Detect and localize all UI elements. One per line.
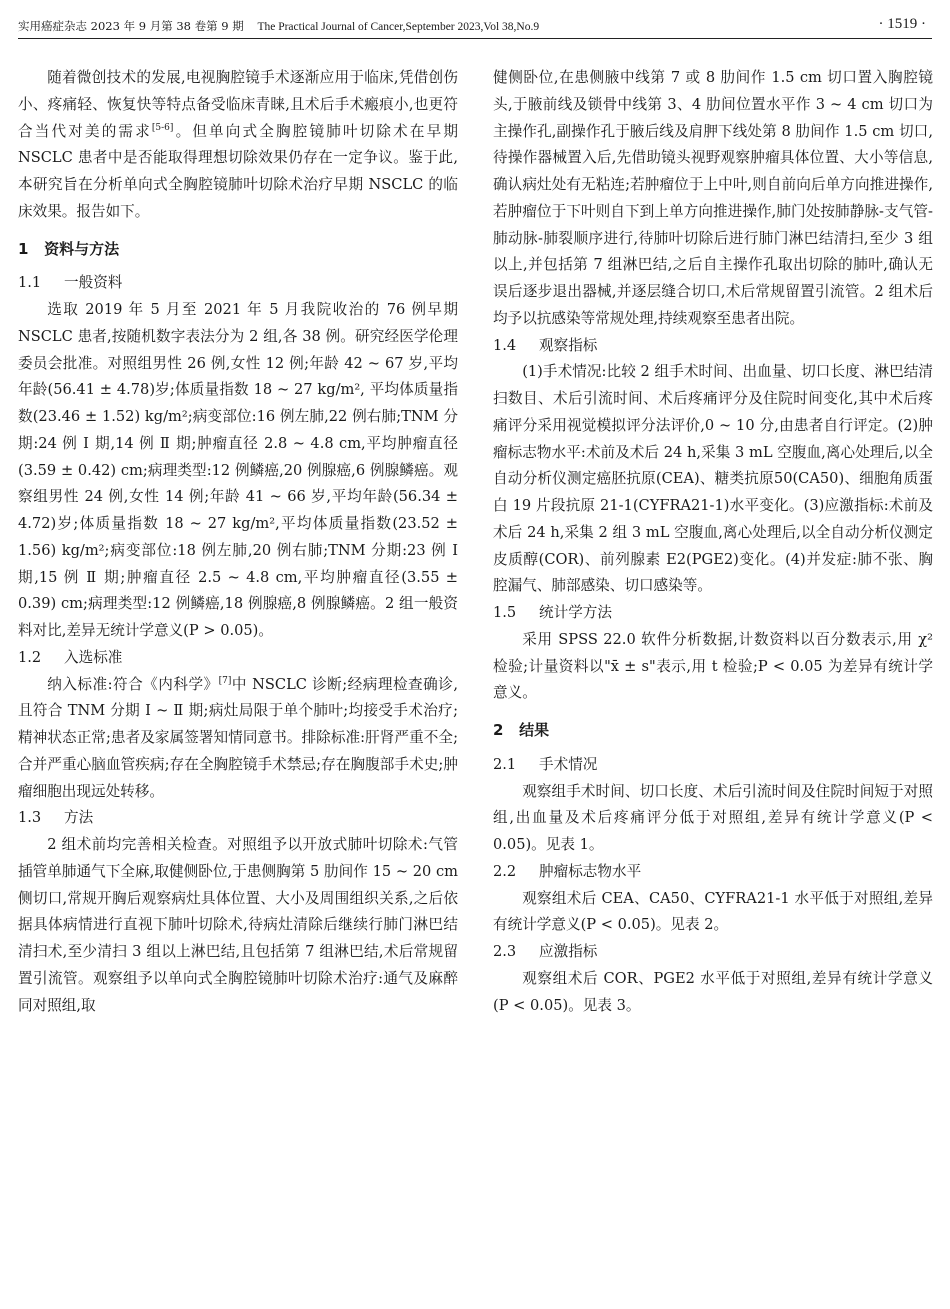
section-heading: 1 资料与方法 xyxy=(18,239,120,258)
subsection-heading: 2.2 肿瘤标志物水平 xyxy=(493,862,642,880)
journal-cn: 实用癌症杂志 2023 年 9 月第 38 卷第 9 期 xyxy=(18,19,244,33)
subsection-heading: 1.2 入选标准 xyxy=(18,648,123,666)
section-heading: 2 结果 xyxy=(493,721,550,739)
subsection-heading: 1.3 方法 xyxy=(18,809,94,827)
paragraph: 观察组手术时间、切口长度、术后引流时间及住院时间短于对照组,出血量及术后疼痛评分低于对照组,差异有统计学意义(P < 0.05)。见表 1。 xyxy=(493,782,933,853)
citation: [5-6] xyxy=(151,122,174,133)
left-column xyxy=(18,65,458,1019)
journal-en: The Practical Journal of Cancer,September 2023,Vol 38,No.9 xyxy=(257,21,540,33)
subsection-heading: 1.1 一般资料 xyxy=(18,274,123,292)
paragraph-continued: 健侧卧位,在患侧腋中线第 7 或 8 肋间作 1.5 cm 切口置入胸腔镜头,于腋前线及锁骨中线第 3、4 肋间位置水平作 3 ~ 4 cm 切口为主操作孔,副操作孔于腋后线及肩胛下线处第 8 肋间作 1.5 cm 切口,待操作器械置入后,先借助镜头视野观察肿瘤具体位置、大小等信息,确认病灶处有无粘连;若肿瘤位于上中叶,则自前向后单方向推进操作,若肿瘤位于下叶则自下到上单方向推进操作,肺门处按肺静脉-支气管-肺动脉-肺裂顺序进行,待肺叶切除后进行肺门淋巴结清扫,至少 3 组以上,并包括第 7 组淋巴结,之后自主操作孔取出切除的肺叶,确认无误后逐步退出器械,并逐层缝合切口,术后常规留置引流管。2 组术后均予以抗感染等常规处理,持续观察至患者出院。 xyxy=(493,69,933,327)
paragraph: 2 组术前均完善相关检查。对照组予以开放式肺叶切除术:气管插管单肺通气下全麻,取健侧卧位,于患侧胸第 5 肋间作 15 ~ 20 cm 侧切口,常规开胸后观察病灶具体位置、大小及周围组织关系,之后依据具体病情进行直视下肺叶切除术,待病灶清除后继续行肺门淋巴结清扫术,至少清扫 3 组以上淋巴结,且包括第 7 组淋巴结,术后常规留置引流管。观察组予以单向式全胸腔镜肺叶切除术治疗:通气及麻醉同对照组,取 xyxy=(18,836,458,1014)
intro-paragraph: 随着微创技术的发展,电视胸腔镜手术逐渐应用于临床,凭借创伤小、疼痛轻、恢复快等特点备受临床青睐,且术后手术瘢痕小,也更符合当代对美的需求[5-6]。但单向式全胸腔镜肺叶切除术在早期 NSCLC 患者中是否能取得理想切除效果仍存在一定争议。鉴于此,本研究旨在分析单向式全胸腔镜肺叶切除术治疗早期 NSCLC 的临床效果。报告如下。 xyxy=(18,69,458,220)
right-column xyxy=(493,65,933,1019)
subsection-heading: 2.3 应激指标 xyxy=(493,943,598,960)
subsection-heading: 1.5 统计学方法 xyxy=(493,604,612,621)
paragraph: 选取 2019 年 5 月至 2021 年 5 月我院收治的 76 例早期 NSCLC 患者,按随机数字表法分为 2 组,各 38 例。研究经医学伦理委员会批准。对照组男性 26 例,女性 12 例;年龄 42 ~ 67 岁,平均年龄(56.41 ± 4.78)岁;体质量指数 18 ~ 27 kg/m², 平均体质量指数(23.46 ± 1.52) kg/m²;病变部位:16 例左肺,22 例右肺;TNM 分期:24 例 Ⅰ 期,14 例 Ⅱ 期;肿瘤直径 2.8 ~ 4.8 cm,平均肿瘤直径(3.59 ± 0.42) cm;病理类型:12 例鳞癌,20 例腺癌,6 例腺鳞癌。观察组男性 24 例,女性 14 例;年龄 41 ~ 66 岁,平均年龄(56.34 ± 4.72)岁;体质量指数 18 ~ 27 kg/m²,平均体质量指数(23.52 ± 1.56) kg/m²;病变部位:18 例左肺,20 例右肺;TNM 分期:23 例 Ⅰ 期,15 例 Ⅱ 期;肿瘤直径 2.5 ~ 4.8 cm,平均肿瘤直径(3.55 ± 0.39) cm;病理类型:12 例鳞癌,18 例腺癌,8 例腺鳞癌。2 组一般资料对比,差异无统计学意义(P > 0.05)。 xyxy=(18,301,458,639)
paragraph: 纳入标准:符合《内科学》[7]中 NSCLC 诊断;经病理检查确诊,且符合 TNM 分期 Ⅰ ~ Ⅱ 期;病灶局限于单个肺叶;均接受手术治疗;精神状态正常;患者及家属签署知情同意书。排除标准:肝肾严重不全;合并严重心脑血管疾病;存在全胸腔镜手术禁忌;存在胸腹部手术史;肿瘤细胞出现远处转移。 xyxy=(18,675,458,800)
paragraph: (1)手术情况:比较 2 组手术时间、出血量、切口长度、淋巴结清扫数目、术后引流时间、术后疼痛评分及住院时间变化,其中术后疼痛评分采用视觉模拟评分法评价,0 ~ 10 分,由患者自行评定。(2)肿瘤标志物水平:术前及术后 24 h,采集 3 mL 空腹血,离心处理后,以全自动分析仪测定癌胚抗原(CEA)、糖类抗原50(CA50)、细胞角质蛋白 19 片段抗原 21-1(CYFRA21-1)水平变化。(3)应激指标:术前及术后 24 h,采集 2 组 3 mL 空腹血,离心处理后,以全自动分析仪测定皮质醇(COR)、前列腺素 E2(PGE2)变化。(4)并发症:肺不张、胸腔漏气、肺部感染、切口感染等。 xyxy=(493,363,933,595)
paragraph: 观察组术后 CEA、CA50、CYFRA21-1 水平低于对照组,差异有统计学意义(P < 0.05)。见表 2。 xyxy=(493,889,933,934)
subsection-heading: 2.1 手术情况 xyxy=(493,755,598,773)
running-header xyxy=(18,14,932,39)
citation: [7] xyxy=(218,675,232,686)
page-number: · 1519 · xyxy=(878,16,926,32)
paragraph: 采用 SPSS 22.0 软件分析数据,计数资料以百分数表示,用 χ² 检验;计量资料以"x̄ ± s"表示,用 t 检验;P < 0.05 为差异有统计学意义。 xyxy=(493,630,933,702)
subsection-heading: 1.4 观察指标 xyxy=(493,336,598,354)
paragraph: 观察组术后 COR、PGE2 水平低于对照组,差异有统计学意义(P < 0.05)。见表 3。 xyxy=(493,969,933,1014)
journal-info xyxy=(18,16,539,37)
